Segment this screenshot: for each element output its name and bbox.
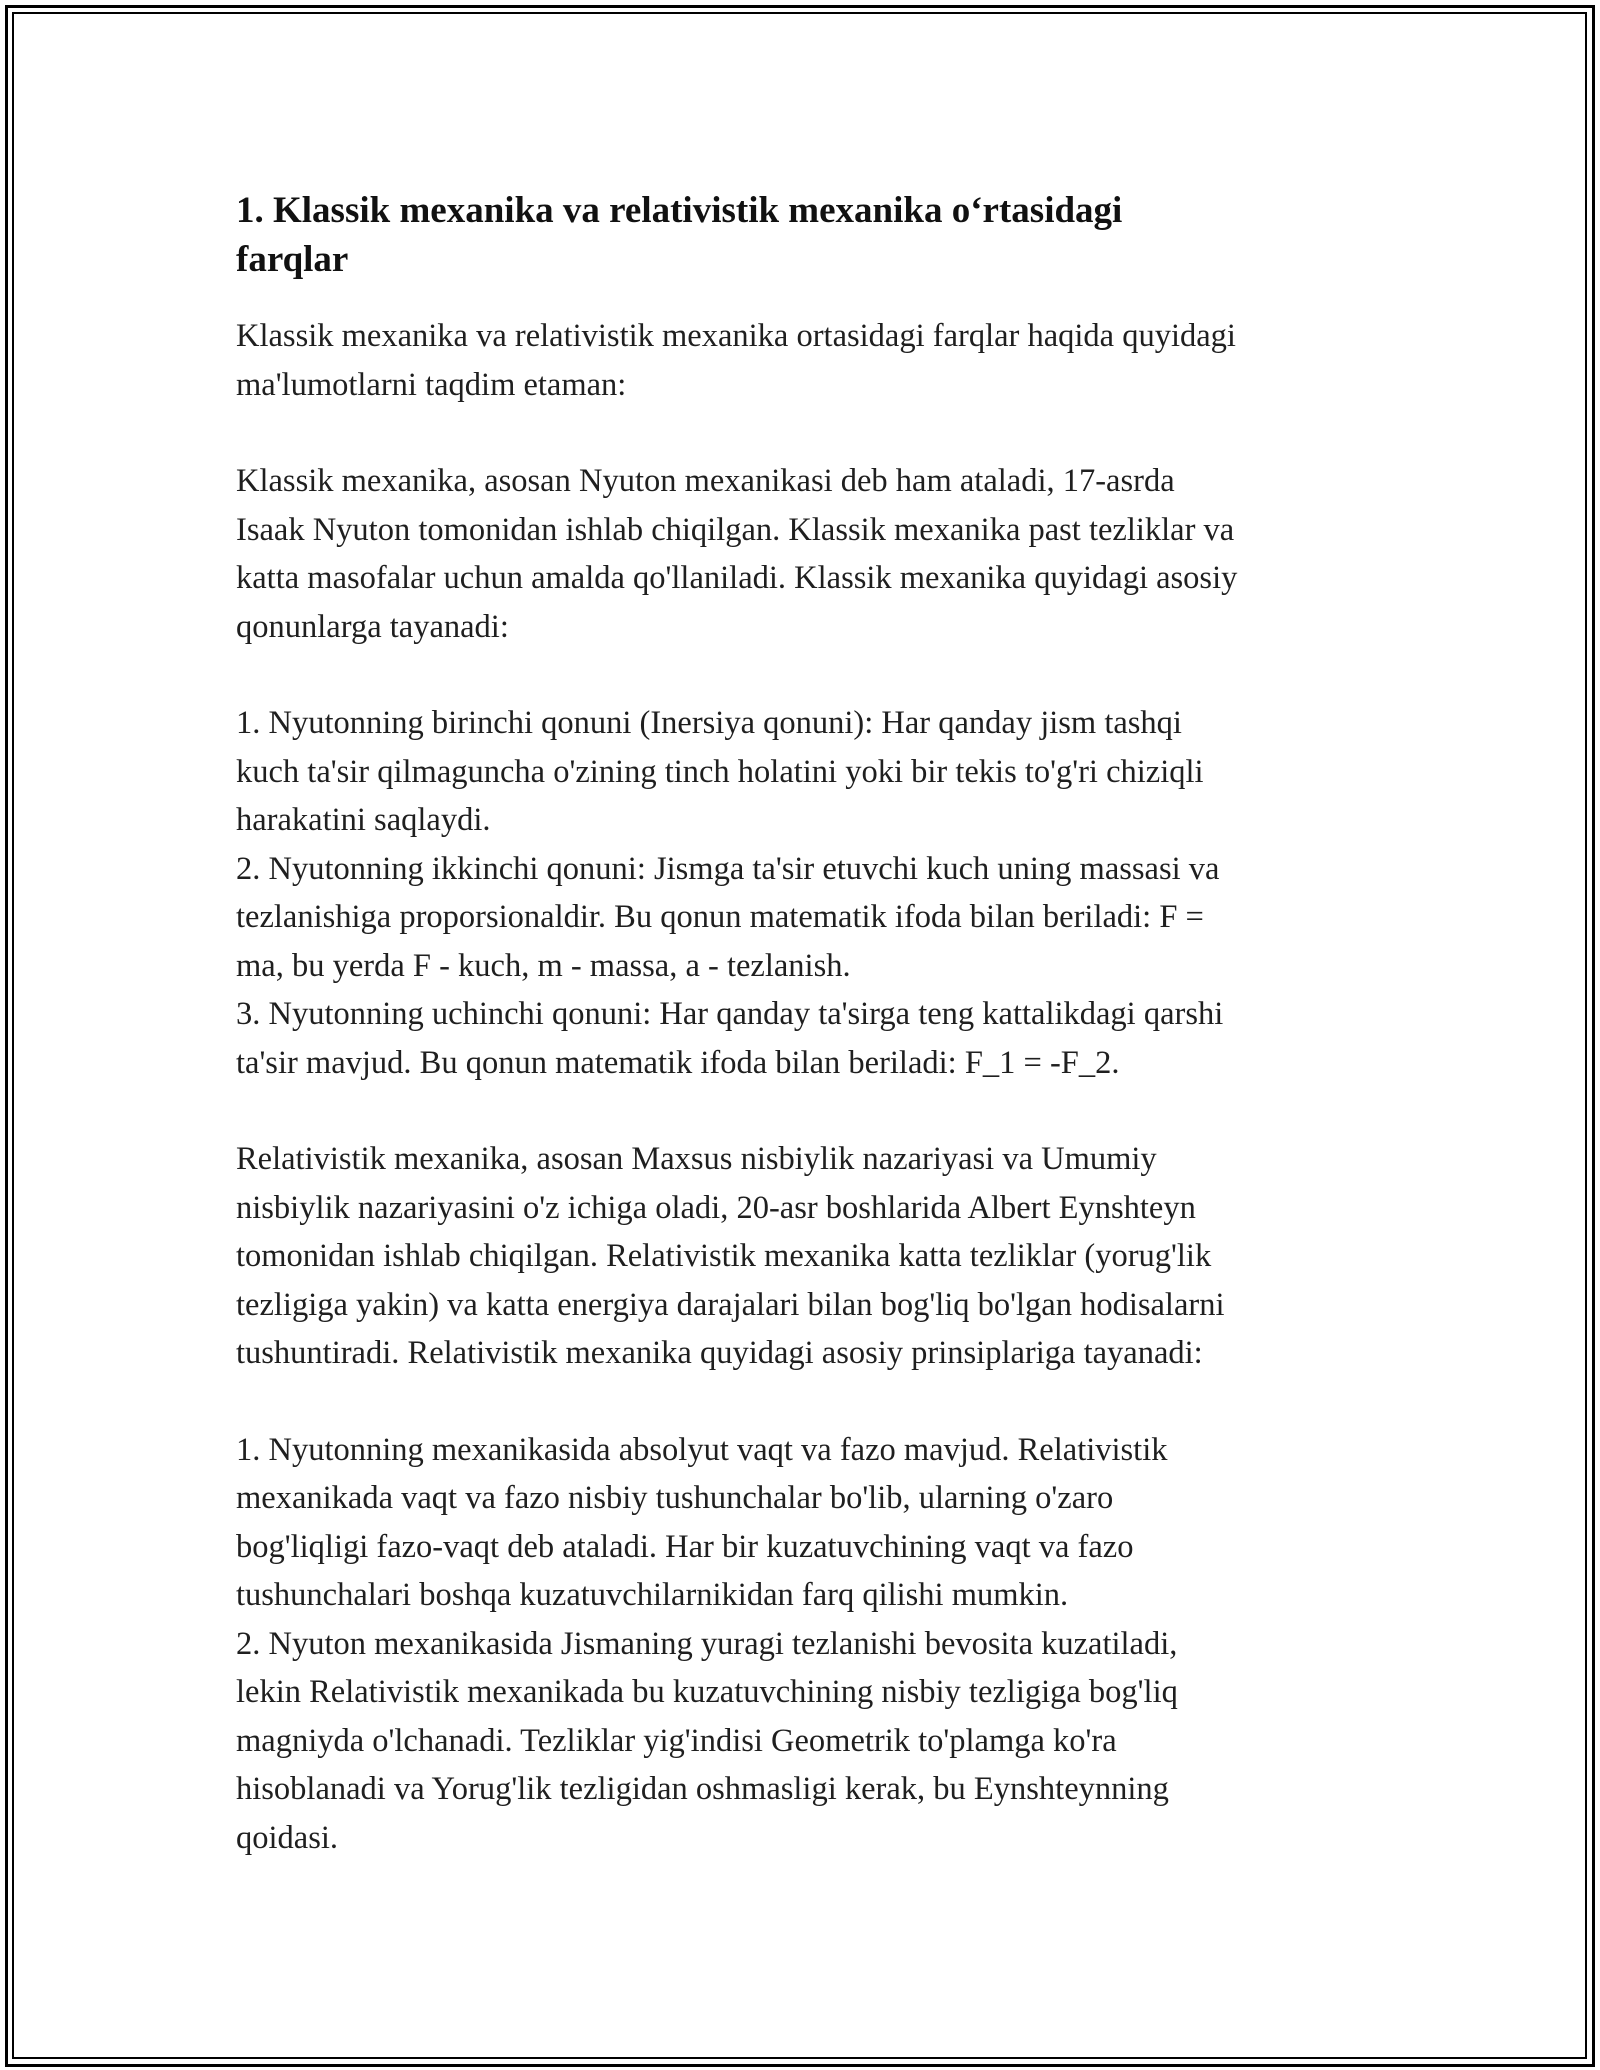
text-line: magniyda o'lchanadi. Tezliklar yig'indisi Geometrik to'plamga ko'ra [236,1722,1117,1759]
text-line: tushunchalari boshqa kuzatuvchilarnikidan farq qilishi mumkin. [236,1577,1069,1613]
text-line: Relativistik mexanika, asosan Maxsus nisbiylik nazariyasi va Umumiy [236,1141,1157,1177]
paragraph [236,457,1376,651]
section-heading [236,186,1376,284]
text-line: tezligiga yakin) va katta energiya darajalari bilan bog'liq bo'lgan hodisalarni [236,1286,1225,1323]
text-line: Klassik mexanika va relativistik mexanika ortasidagi farqlar haqida quyidagi [236,318,1236,354]
text-line: Isaak Nyuton tomonidan ishlab chiqilgan. Klassik mexanika past tezliklar va [236,511,1235,548]
paragraph [236,312,1376,409]
paragraph [236,1426,1376,1863]
text-line: katta masofalar uchun amalda qo'llaniladi. Klassik mexanika quyidagi asosiy [236,560,1238,596]
text-line: bog'liqligi fazo-vaqt deb ataladi. Har bir kuzatuvchining vaqt va fazo [236,1528,1134,1565]
text-line: 2. Nyutonning ikkinchi qonuni: Jismga ta'sir etuvchi kuch uning massasi va [236,850,1220,887]
heading-line: farqlar [236,239,349,280]
text-line: nisbiylik nazariyasini o'z ichiga oladi, 20-asr boshlarida Albert Eynshteyn [236,1189,1196,1226]
text-line: mexanikada vaqt va fazo nisbiy tushunchalar bo'lib, ularning o'zaro [236,1480,1114,1516]
text-line: 2. Nyuton mexanikasida Jismaning yuragi tezlanishi bevosita kuzatiladi, [236,1625,1178,1662]
text-line: qonunlarga tayanadi: [236,608,509,645]
text-line: harakatini saqlaydi. [236,802,491,838]
heading-line: 1. Klassik mexanika va relativistik mexanika o‘rtasidagi [236,190,1123,231]
text-line: 3. Nyutonning uchinchi qonuni: Har qanday ta'sirga teng kattalikdagi qarshi [236,996,1224,1032]
text-line: hisoblanadi va Yorug'lik tezligidan oshmasligi kerak, bu Eynshteynning [236,1771,1169,1807]
text-line: ta'sir mavjud. Bu qonun matematik ifoda bilan beriladi: F_1 = -F_2. [236,1044,1120,1081]
text-line: ma'lumotlarni taqdim etaman: [236,366,627,403]
text-line: tushuntiradi. Relativistik mexanika quyidagi asosiy prinsiplariga tayanadi: [236,1335,1203,1371]
paragraph [236,699,1376,1087]
text-line: kuch ta'sir qilmaguncha o'zining tinch holatini yoki bir tekis to'g'ri chiziqli [236,753,1204,790]
text-line: tezlanishiga proporsionaldir. Bu qonun matematik ifoda bilan beriladi: F = [236,899,1204,935]
text-line: Klassik mexanika, asosan Nyuton mexanikasi deb ham ataladi, 17-asrda [236,463,1175,499]
paragraph-list [236,312,1376,1862]
paragraph [236,1135,1376,1378]
document-body [236,186,1376,1910]
text-line: ma, bu yerda F - kuch, m - massa, a - tezlanish. [236,947,851,984]
text-line: qoidasi. [236,1819,339,1856]
text-line: tomonidan ishlab chiqilgan. Relativistik mexanika katta tezliklar (yorug'lik [236,1238,1212,1274]
text-line: 1. Nyutonning mexanikasida absolyut vaqt va fazo mavjud. Relativistik [236,1431,1168,1468]
text-line: 1. Nyutonning birinchi qonuni (Inersiya qonuni): Har qanday jism tashqi [236,705,1182,741]
text-line: lekin Relativistik mexanikada bu kuzatuvchining nisbiy tezligiga bog'liq [236,1674,1178,1710]
